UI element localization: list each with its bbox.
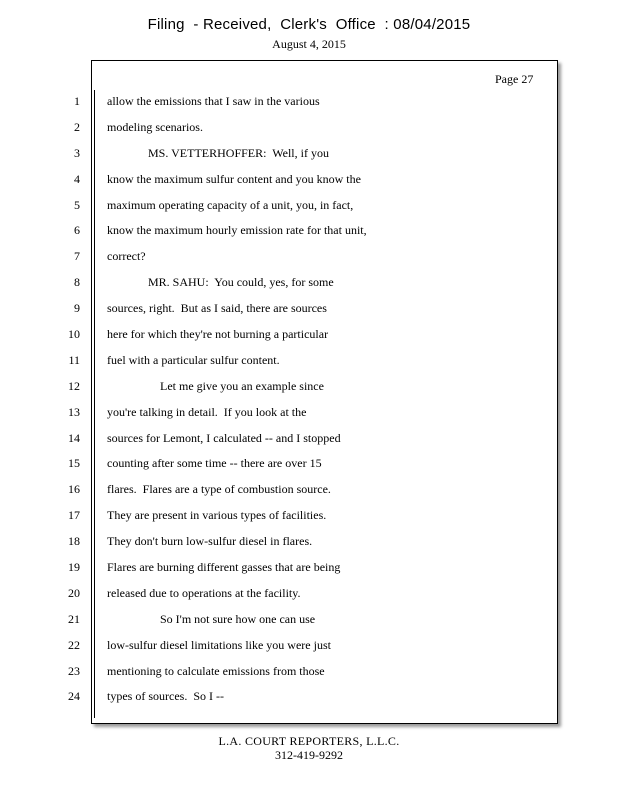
- line-number: 9: [74, 301, 80, 316]
- line-text: low-sulfur diesel limitations like you were just: [107, 637, 331, 652]
- line-text: types of sources. So I --: [107, 689, 224, 704]
- line-text: released due to operations at the facility.: [107, 585, 301, 600]
- transcript-line: [0, 269, 560, 295]
- line-text: So I'm not sure how one can use: [160, 611, 316, 626]
- transcript-line: [0, 632, 560, 658]
- transcript-line: [0, 580, 560, 606]
- transcript-line: [0, 502, 560, 528]
- transcript-line: [0, 450, 560, 476]
- line-number: 5: [74, 197, 80, 212]
- page-number: Page 27: [495, 72, 534, 86]
- transcript-line: [0, 321, 560, 347]
- line-text: know the maximum sulfur content and you know the: [107, 171, 361, 186]
- line-text: Flares are burning different gasses that are being: [107, 560, 341, 575]
- transcript-line: [0, 683, 560, 709]
- transcript-line: [0, 217, 560, 243]
- transcript-line: [0, 606, 560, 632]
- line-number: 11: [68, 352, 80, 367]
- filing-date: August 4, 2015: [272, 37, 346, 51]
- line-text: They are present in various types of facilities.: [107, 508, 327, 523]
- line-text: mentioning to calculate emissions from those: [107, 663, 325, 678]
- line-number: 24: [68, 689, 80, 704]
- transcript-line: [0, 399, 560, 425]
- line-number: 8: [74, 275, 80, 290]
- line-text: counting after some time -- there are over 15: [107, 456, 322, 471]
- line-text: They don't burn low-sulfur diesel in flares.: [107, 534, 313, 549]
- line-text: fuel with a particular sulfur content.: [107, 352, 280, 367]
- transcript-line: [0, 554, 560, 580]
- line-number: 21: [68, 611, 80, 626]
- transcript-line: [0, 114, 560, 140]
- line-number: 20: [68, 585, 80, 600]
- line-text: sources, right. But as I said, there are sources: [107, 301, 327, 316]
- line-number: 16: [68, 482, 80, 497]
- line-text: know the maximum hourly emission rate for that unit,: [107, 223, 367, 238]
- line-number: 7: [74, 249, 80, 264]
- line-number: 10: [68, 327, 80, 342]
- line-number: 18: [68, 534, 80, 549]
- line-number: 4: [74, 171, 80, 186]
- court-reporters-name: L.A. COURT REPORTERS, L.L.C.: [218, 734, 400, 748]
- transcript-line: [0, 347, 560, 373]
- line-number: 23: [68, 663, 80, 678]
- line-text: Let me give you an example since: [160, 378, 324, 393]
- transcript-line: [0, 88, 560, 114]
- line-number: 22: [68, 637, 80, 652]
- filing-stamp: Filing - Received, Clerk's Office : 08/04/2015: [147, 16, 471, 33]
- transcript-line: [0, 166, 560, 192]
- transcript-line: [0, 192, 560, 218]
- line-text: flares. Flares are a type of combustion source.: [107, 482, 331, 497]
- line-text: sources for Lemont, I calculated -- and I stopped: [107, 430, 341, 445]
- transcript-line: [0, 243, 560, 269]
- transcript-lines: [0, 88, 560, 709]
- line-number: 2: [74, 119, 80, 134]
- line-text: MR. SAHU: You could, yes, for some: [148, 275, 334, 290]
- transcript-line: [0, 658, 560, 684]
- line-number: 1: [74, 94, 80, 108]
- line-text: maximum operating capacity of a unit, you, in fact,: [107, 197, 354, 212]
- line-number: 15: [68, 456, 80, 471]
- line-number: 13: [68, 404, 80, 419]
- line-text: you're talking in detail. If you look at the: [107, 404, 307, 419]
- line-text: MS. VETTERHOFFER: Well, if you: [148, 145, 329, 160]
- transcript-line: [0, 140, 560, 166]
- line-number: 14: [68, 430, 80, 445]
- line-number: 19: [68, 560, 80, 575]
- transcript-line: [0, 528, 560, 554]
- line-text: allow the emissions that I saw in the various: [107, 94, 320, 108]
- line-number: 12: [68, 378, 80, 393]
- line-number: 17: [68, 508, 80, 523]
- transcript-line: [0, 373, 560, 399]
- line-number: 3: [74, 145, 80, 160]
- transcript-line: [0, 295, 560, 321]
- transcript-line: [0, 425, 560, 451]
- line-text: correct?: [107, 249, 146, 264]
- line-text: modeling scenarios.: [107, 119, 203, 134]
- line-text: here for which they're not burning a particular: [107, 327, 329, 342]
- line-number: 6: [74, 223, 80, 238]
- transcript-line: [0, 476, 560, 502]
- court-reporters-phone: 312-419-9292: [275, 748, 343, 762]
